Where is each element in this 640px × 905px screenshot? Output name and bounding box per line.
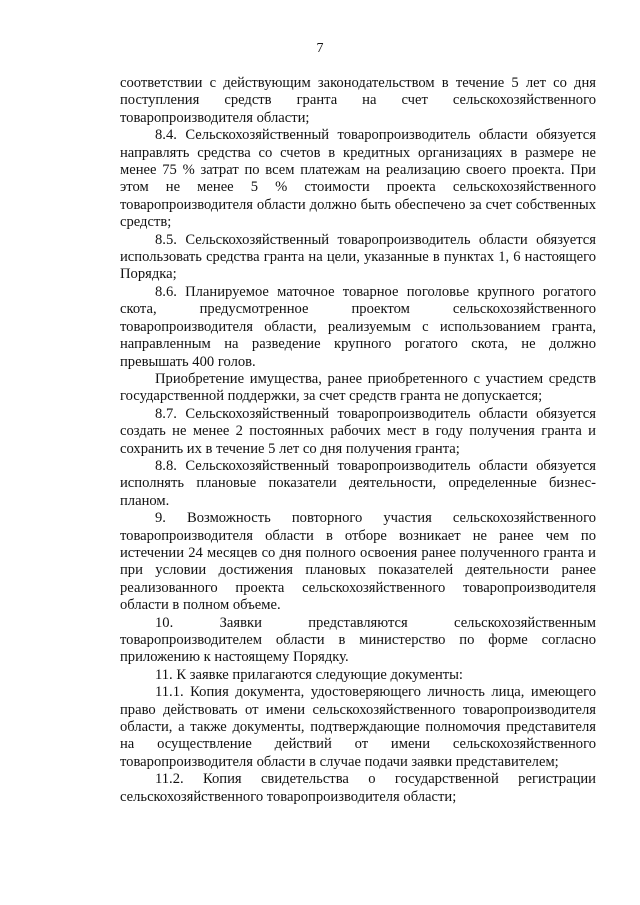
page-number: 7 [316, 41, 324, 56]
paragraph-8-7: 8.7. Сельскохозяйственный товаропроизводитель области обязуется создать не менее 2 постоянных рабочих мест в году получения гранта и сохранить их в течение 5 лет со дня получения гранта; [120, 405, 596, 457]
paragraph-8-4: 8.4. Сельскохозяйственный товаропроизводитель области обязуется направлять средства со счетов в кредитных организациях в размере не менее 75 % затрат по всем платежам на реализацию своего проекта. При этом не менее 5 % стоимости проекта сельскохозяйственного товаропроизводителя области должно быть обеспечено за счет собственных средств; [120, 127, 596, 231]
document-body [120, 75, 596, 806]
paragraph-9: 9. Возможность повторного участия сельскохозяйственного товаропроизводителя области в отборе возникает не ранее чем по истечении 24 месяцев со дня полного освоения ранее полученного гранта и при условии достижения плановых показателей деятельности ранее реализованного проекта сельскохозяйственного товаропроизводителя области в полном объеме. [120, 510, 596, 614]
paragraph-8-5: 8.5. Сельскохозяйственный товаропроизводитель области обязуется использовать средства гранта на цели, указанные в пунктах 1, 6 настоящего Порядка; [120, 231, 596, 283]
paragraph-11: 11. К заявке прилагаются следующие документы: [155, 666, 463, 683]
paragraph-8-8: 8.8. Сельскохозяйственный товаропроизводитель области обязуется исполнять плановые показатели деятельности, определенные бизнес-планом. [120, 457, 596, 509]
paragraph-continuation: соответствии с действующим законодательством в течение 5 лет со дня поступления средств гранта на счет сельскохозяйственного товаропроизводителя области; [120, 75, 596, 126]
paragraph-11-2: 11.2. Копия свидетельства о государственной регистрации сельскохозяйственного товаропроизводителя области; [120, 771, 596, 805]
paragraph-10: 10. Заявки представляются сельскохозяйственным товаропроизводителем области в министерство по форме согласно приложению к настоящему Порядку. [120, 614, 596, 666]
paragraph-8-6: 8.6. Планируемое маточное товарное поголовье крупного рогатого скота, предусмотренное проектом сельскохозяйственного товаропроизводителя области, реализуемым с использованием гранта, направленным на разведение крупного рогатого скота, не должно превышать 400 голов. [120, 283, 596, 370]
paragraph-property-acquisition: Приобретение имущества, ранее приобретенного с участием средств государственной поддержки, за счет средств гранта не допускается; [120, 370, 596, 405]
paragraph-11-1: 11.1. Копия документа, удостоверяющего личность лица, имеющего право действовать от имени сельскохозяйственного товаропроизводителя области, а также документы, подтверждающие полномочия представителя на осуществление действий от имени сельскохозяйственного товаропроизводителя области в случае подачи заявки представителем; [120, 684, 596, 770]
